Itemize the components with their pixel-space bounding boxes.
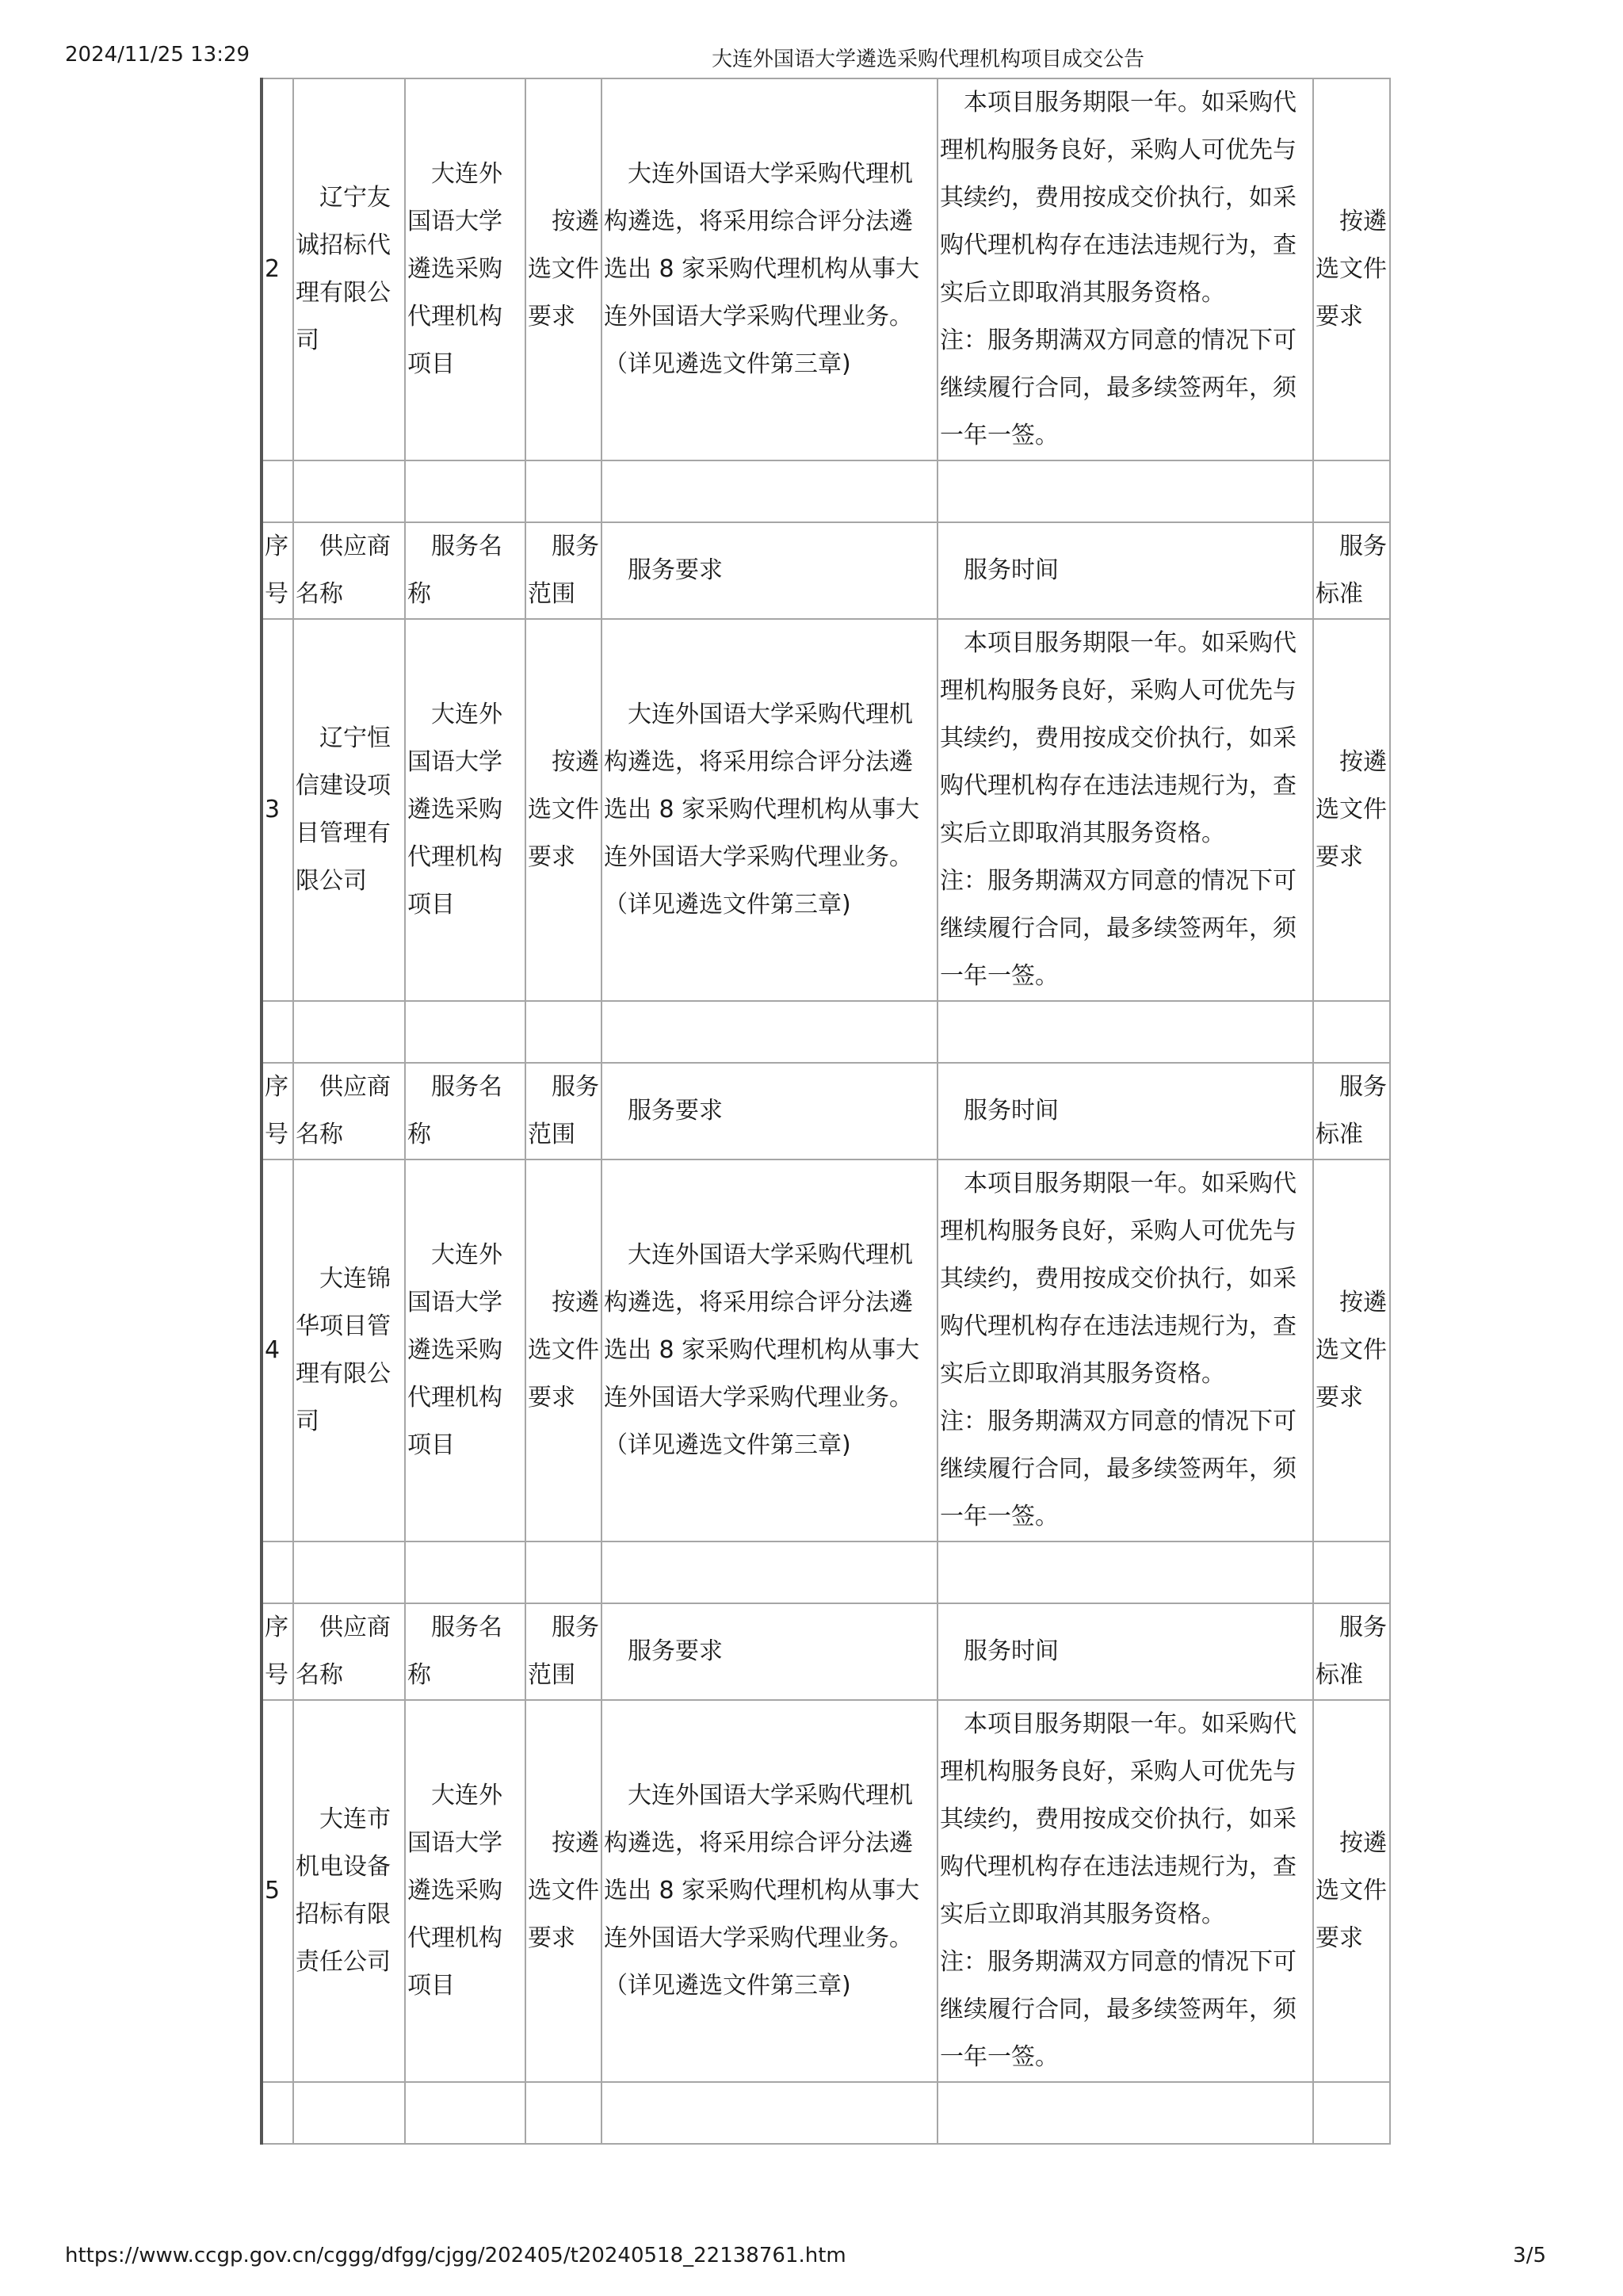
table-header-row <box>262 1063 1390 1159</box>
blank-row <box>262 1541 1390 1603</box>
row-time <box>938 1159 1313 1541</box>
supplier-table <box>260 78 1391 2145</box>
row-supplier: 大连锦华项目管理有限公司 <box>293 1159 405 1541</box>
blank-cell <box>405 460 525 522</box>
service-period-note: 注：服务期满双方同意的情况下可继续履行合同，最多续签两年，须一年一签。 <box>940 327 1296 449</box>
header-standard: 服务标准 <box>1313 1063 1390 1159</box>
row-standard: 按遴选文件要求 <box>1313 1159 1390 1541</box>
header-standard: 服务标准 <box>1313 1603 1390 1700</box>
header-time: 服务时间 <box>938 1063 1313 1159</box>
blank-cell <box>293 460 405 522</box>
service-period-text: 本项目服务期限一年。如采购代理机构服务良好，采购人可优先与其续约，费用按成交价执行，如采购代理机构存在违法违规行为，查实后立即取消其服务资格。 <box>940 1710 1296 1928</box>
blank-cell <box>405 1541 525 1603</box>
blank-cell <box>1313 1001 1390 1063</box>
table-row <box>262 619 1390 1001</box>
header-seq: 序号 <box>262 522 293 619</box>
row-standard: 按遴选文件要求 <box>1313 619 1390 1001</box>
service-period-text: 本项目服务期限一年。如采购代理机构服务良好，采购人可优先与其续约，费用按成交价执行，如采购代理机构存在违法违规行为，查实后立即取消其服务资格。 <box>940 89 1296 307</box>
blank-cell <box>1313 2082 1390 2144</box>
blank-cell <box>405 1001 525 1063</box>
row-supplier: 辽宁恒信建设项目管理有限公司 <box>293 619 405 1001</box>
header-supplier: 供应商名称 <box>293 1063 405 1159</box>
row-service-name: 大连外国语大学遴选采购代理机构项目 <box>405 619 525 1001</box>
table-header-row <box>262 1603 1390 1700</box>
blank-cell <box>601 2082 938 2144</box>
row-requirement: 大连外国语大学采购代理机构遴选，将采用综合评分法遴选出 8 家采购代理机构从事大连外国语大学采购代理业务。 （详见遴选文件第三章) <box>601 1159 938 1541</box>
header-service-name: 服务名称 <box>405 1063 525 1159</box>
blank-cell <box>262 460 293 522</box>
row-seq: 5 <box>262 1700 293 2082</box>
blank-cell <box>525 2082 601 2144</box>
blank-cell <box>601 1541 938 1603</box>
blank-cell <box>262 1541 293 1603</box>
row-scope: 按遴选文件要求 <box>525 78 601 460</box>
table-row <box>262 78 1390 460</box>
row-seq: 2 <box>262 78 293 460</box>
row-scope: 按遴选文件要求 <box>525 1700 601 2082</box>
blank-cell <box>938 1001 1313 1063</box>
row-requirement: 大连外国语大学采购代理机构遴选，将采用综合评分法遴选出 8 家采购代理机构从事大连外国语大学采购代理业务。 （详见遴选文件第三章) <box>601 1700 938 2082</box>
row-requirement: 大连外国语大学采购代理机构遴选，将采用综合评分法遴选出 8 家采购代理机构从事大连外国语大学采购代理业务。 （详见遴选文件第三章) <box>601 78 938 460</box>
blank-cell <box>525 1001 601 1063</box>
blank-cell <box>293 1541 405 1603</box>
row-standard: 按遴选文件要求 <box>1313 78 1390 460</box>
header-scope: 服务范围 <box>525 1063 601 1159</box>
service-period-text: 本项目服务期限一年。如采购代理机构服务良好，采购人可优先与其续约，费用按成交价执行，如采购代理机构存在违法违规行为，查实后立即取消其服务资格。 <box>940 629 1296 847</box>
header-scope: 服务范围 <box>525 1603 601 1700</box>
row-time <box>938 78 1313 460</box>
blank-row <box>262 2082 1390 2144</box>
table-row <box>262 1700 1390 2082</box>
table-header-row <box>262 522 1390 619</box>
blank-row <box>262 460 1390 522</box>
blank-cell <box>1313 460 1390 522</box>
row-service-name: 大连外国语大学遴选采购代理机构项目 <box>405 78 525 460</box>
blank-cell <box>938 1541 1313 1603</box>
service-period-note: 注：服务期满双方同意的情况下可继续履行合同，最多续签两年，须一年一签。 <box>940 867 1296 990</box>
blank-cell <box>262 2082 293 2144</box>
row-scope: 按遴选文件要求 <box>525 1159 601 1541</box>
row-service-name: 大连外国语大学遴选采购代理机构项目 <box>405 1159 525 1541</box>
blank-cell <box>525 460 601 522</box>
print-title: 大连外国语大学遴选采购代理机构项目成交公告 <box>712 48 1145 71</box>
blank-row <box>262 1001 1390 1063</box>
row-time <box>938 619 1313 1001</box>
header-time: 服务时间 <box>938 1603 1313 1700</box>
header-requirement: 服务要求 <box>601 1603 938 1700</box>
row-supplier: 大连市机电设备招标有限责任公司 <box>293 1700 405 2082</box>
header-service-name: 服务名称 <box>405 522 525 619</box>
header-supplier: 供应商名称 <box>293 522 405 619</box>
header-requirement: 服务要求 <box>601 1063 938 1159</box>
row-scope: 按遴选文件要求 <box>525 619 601 1001</box>
row-requirement: 大连外国语大学采购代理机构遴选，将采用综合评分法遴选出 8 家采购代理机构从事大连外国语大学采购代理业务。 （详见遴选文件第三章) <box>601 619 938 1001</box>
header-seq: 序号 <box>262 1603 293 1700</box>
blank-cell <box>601 1001 938 1063</box>
table-row <box>262 1159 1390 1541</box>
blank-cell <box>405 2082 525 2144</box>
print-url: https://www.ccgp.gov.cn/cggg/dfgg/cjgg/202405/t20240518_22138761.htm <box>65 2244 846 2267</box>
header-requirement: 服务要求 <box>601 522 938 619</box>
header-time: 服务时间 <box>938 522 1313 619</box>
service-period-text: 本项目服务期限一年。如采购代理机构服务良好，采购人可优先与其续约，费用按成交价执行，如采购代理机构存在违法违规行为，查实后立即取消其服务资格。 <box>940 1170 1296 1388</box>
blank-cell <box>262 1001 293 1063</box>
blank-cell <box>938 2082 1313 2144</box>
print-date: 2024/11/25 13:29 <box>65 43 250 67</box>
header-service-name: 服务名称 <box>405 1603 525 1700</box>
row-seq: 3 <box>262 619 293 1001</box>
header-scope: 服务范围 <box>525 522 601 619</box>
header-seq: 序号 <box>262 1063 293 1159</box>
row-time <box>938 1700 1313 2082</box>
page-number: 3/5 <box>1513 2244 1546 2267</box>
service-period-note: 注：服务期满双方同意的情况下可继续履行合同，最多续签两年，须一年一签。 <box>940 1408 1296 1530</box>
header-supplier: 供应商名称 <box>293 1603 405 1700</box>
blank-cell <box>1313 1541 1390 1603</box>
row-service-name: 大连外国语大学遴选采购代理机构项目 <box>405 1700 525 2082</box>
row-seq: 4 <box>262 1159 293 1541</box>
row-standard: 按遴选文件要求 <box>1313 1700 1390 2082</box>
service-period-note: 注：服务期满双方同意的情况下可继续履行合同，最多续签两年，须一年一签。 <box>940 1948 1296 2071</box>
blank-cell <box>293 2082 405 2144</box>
blank-cell <box>293 1001 405 1063</box>
row-supplier: 辽宁友诚招标代理有限公司 <box>293 78 405 460</box>
blank-cell <box>938 460 1313 522</box>
header-standard: 服务标准 <box>1313 522 1390 619</box>
blank-cell <box>601 460 938 522</box>
blank-cell <box>525 1541 601 1603</box>
